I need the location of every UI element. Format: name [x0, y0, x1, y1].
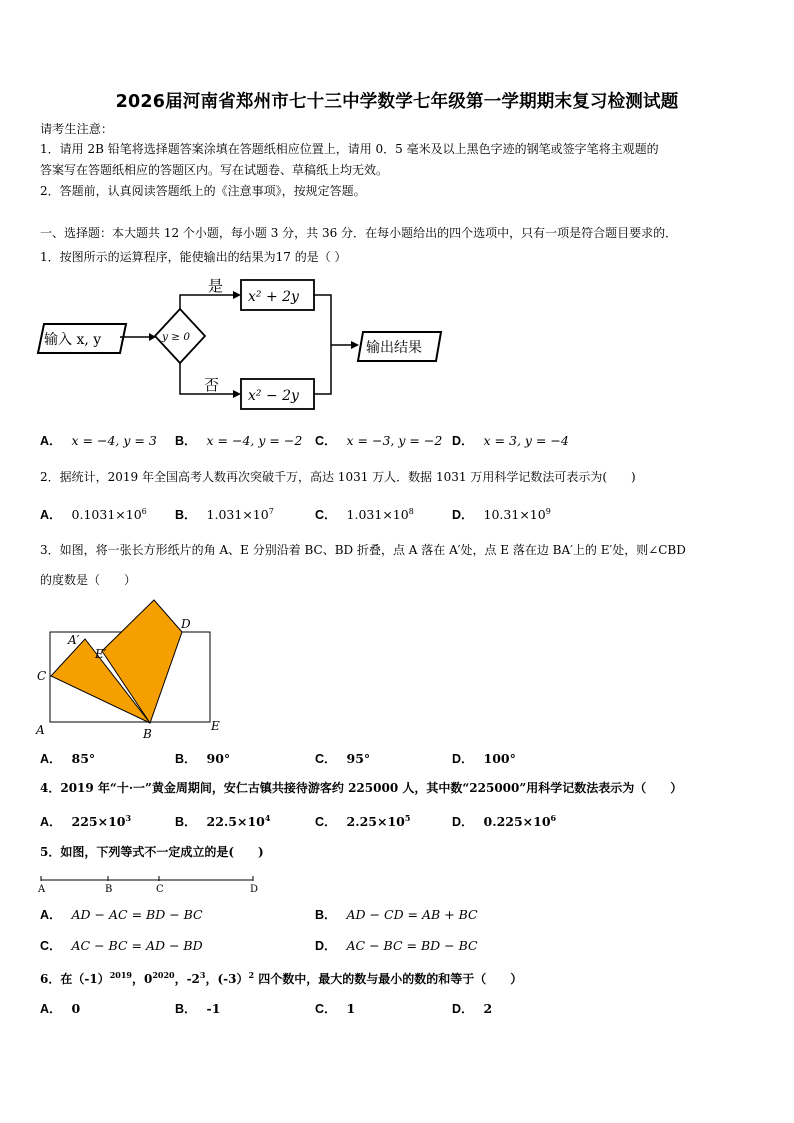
input-label: 输入 x, y [44, 332, 102, 348]
notice-heading: 请考生注意： [40, 122, 114, 136]
q4-option-b: B． $22.5\times 10^4$ [175, 812, 271, 829]
q1-stem: 1．按图所示的运算程序，能使输出的结果为17 的是（ ） [40, 250, 347, 264]
q1-option-d: D． x = 3, y = −4 [452, 433, 569, 448]
svg-text:C: C [156, 884, 164, 895]
svg-text:B: B [143, 727, 152, 741]
notice-line-1a: 1．请用 2B 铅笔将选择题答案涂填在答题纸相应位置上，请用 0．5 毫米及以上黑色字迹的钢笔或签字笔将主观题的 [40, 142, 659, 156]
q3-option-a: A． 85° [40, 751, 96, 766]
svg-text:A: A [38, 884, 46, 895]
q3-figure [34, 596, 234, 741]
q5-stem: 5．如图，下列等式不一定成立的是( ) [40, 845, 264, 859]
notice-line-1b: 答案写在答题纸相应的答题区内。写在试题卷、草稿纸上均无效。 [40, 163, 389, 177]
q1-option-b: B． x = −4, y = −2 [175, 433, 303, 448]
svg-text:A: A [36, 723, 45, 737]
expr-top: x² + 2y [248, 289, 299, 305]
q3-option-c: C． 95° [315, 751, 371, 766]
q4-stem: 4．2019 年“十·一”黄金周期间，安仁古镇共接待游客约 225000 人，其中数“225000”用科学记数法表示为（ ） [40, 781, 683, 795]
svg-text:E′: E′ [95, 647, 107, 661]
q2-option-d: D． $10.31\times 10^9$ [452, 506, 551, 522]
condition-label: y ≥ 0 [162, 331, 191, 343]
expr-bottom: x² − 2y [248, 388, 299, 404]
q5-option-c: C． AC − BC = AD − BD [40, 938, 203, 953]
q1-option-c: C． x = −3, y = −2 [315, 433, 443, 448]
q2-stem: 2．据统计，2019 年全国高考人数再次突破千万，高达 1031 万人．数据 1031 万用科学记数法可表示为( ) [40, 470, 636, 484]
q2-option-a: A． $0.1031\times 10^6$ [40, 506, 147, 522]
q4-option-a: A． $225\times 10^3$ [40, 812, 132, 829]
q2-option-c: C． $1.031\times 10^8$ [315, 506, 414, 522]
svg-text:A′: A′ [68, 633, 80, 647]
q6-option-a: A． 0 [40, 1001, 81, 1016]
svg-text:D: D [250, 884, 259, 895]
q5-option-d: D． AC − BC = BD − BC [315, 938, 478, 953]
q1-flowchart [36, 275, 456, 420]
q6-stem: 6．在$(-1)^{2019}$，$0^{2020}$，$-2^3$，(-3）$^2$ 四个数中，最大的数与最小的数的和等于（ ） [40, 970, 523, 986]
q5-option-b: B． AD − CD = AB + BC [315, 907, 478, 922]
q1-option-a: A． x = −4, y = 3 [40, 433, 157, 448]
page-title: 2026届河南省郑州市七十三中学数学七年级第一学期期末复习检测试题 [115, 92, 679, 112]
q3-stem-1: 3．如图，将一张长方形纸片的角 A、E 分别沿着 BC、BD 折叠，点 A 落在 A′处，点 E 落在边 BA′上的 E′处，则∠CBD [40, 543, 686, 557]
q5-number-line [36, 870, 266, 896]
svg-text:E: E [211, 719, 220, 733]
q3-stem-2: 的度数是（ ） [40, 573, 137, 587]
q2-option-b: B． $1.031\times 10^7$ [175, 506, 274, 522]
q6-option-c: C． 1 [315, 1001, 356, 1016]
svg-text:B: B [105, 884, 113, 895]
yes-label: 是 [208, 277, 224, 295]
section-heading: 一、选择题：本大题共 12 个小题，每小题 3 分，共 36 分．在每小题给出的四个选项中，只有一项是符合题目要求的． [40, 226, 678, 240]
q6-option-d: D． 2 [452, 1001, 493, 1016]
q5-option-a: A． AD − AC = BD − BC [40, 907, 203, 922]
q3-option-d: D． 100° [452, 751, 516, 766]
notice-line-2: 2．答题前，认真阅读答题纸上的《注意事项》，按规定答题。 [40, 184, 366, 198]
q4-option-c: C． $2.25\times 10^5$ [315, 812, 411, 829]
svg-text:D: D [181, 617, 191, 631]
svg-text:C: C [37, 669, 47, 683]
q4-option-d: D． $0.225\times 10^6$ [452, 812, 557, 829]
no-label: 否 [204, 376, 220, 394]
output-label: 输出结果 [366, 340, 422, 356]
q6-option-b: B． -1 [175, 1001, 221, 1016]
q3-option-b: B． 90° [175, 751, 231, 766]
